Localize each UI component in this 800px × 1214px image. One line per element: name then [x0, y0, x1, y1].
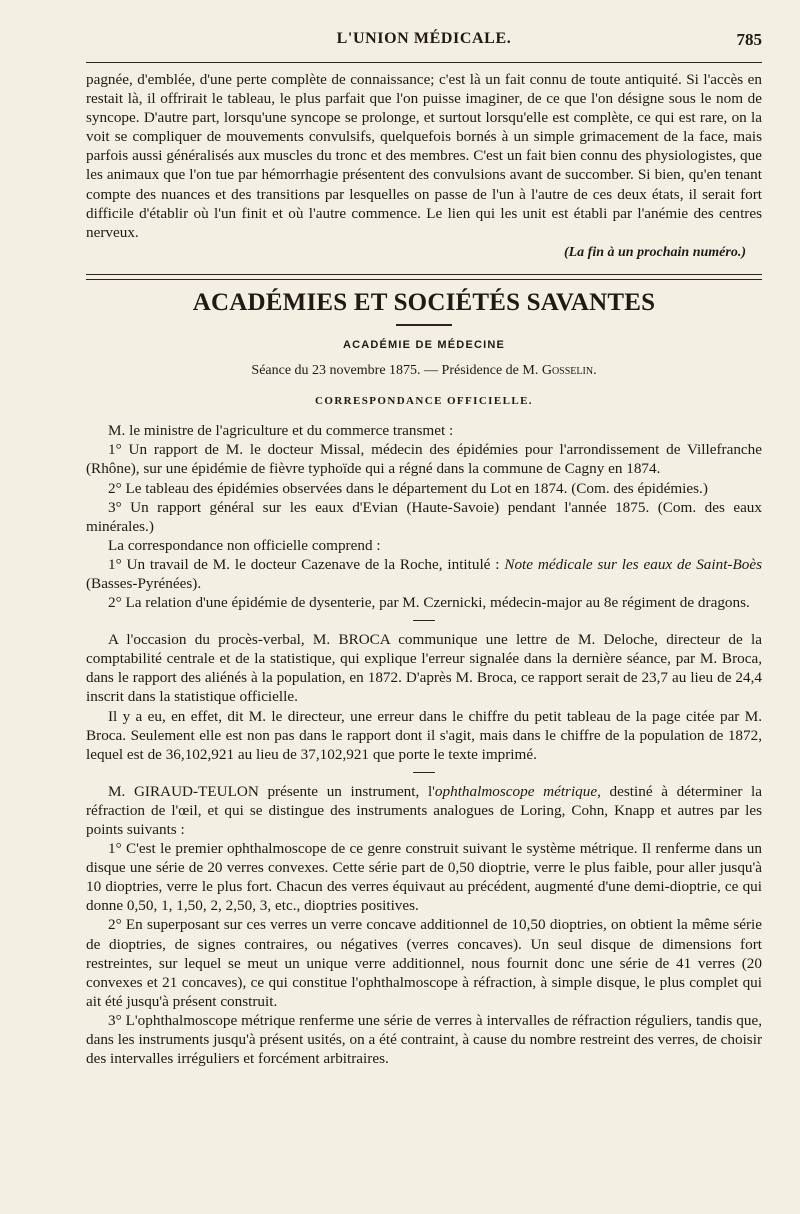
correspondence-paragraph: 3° Un rapport général sur les eaux d'Evian (Haute-Savoie) pendant l'année 1875. (Com. des eaux minérales.)	[86, 498, 762, 535]
correspondence-paragraph	[86, 555, 762, 593]
item-four-end: (Basses-Pyrénées).	[86, 574, 202, 592]
instrument-point: 2° En superposant sur ces verres un verre concave additionnel de 10,50 dioptries, on obtient la même série de dioptries, de signes contraires, ou négatives (verres concaves). Un seul disque de dimensions fort restreintes, sur lequel se meut un unique verre additionnel, nous fournit donc une série de 41 verres (20 convexes et 21 concaves), ce qui constitue l'ophthalmoscope à réfraction, à simple disque, le plus complet qui ait été jusqu'à présent construit.	[86, 916, 762, 1010]
session-line	[86, 361, 762, 380]
instrument-intro	[86, 782, 762, 839]
instrument-intro-end: , destiné à déterminer la réfraction de l'œil, et qui se distingue des instruments analogues de Loring, Cohn, Knapp et autres par les points suivants :	[86, 782, 762, 838]
instrument-point: 1° C'est le premier ophthalmoscope de ce genre construit suivant le système métrique. Il renferme dans un disque une série de 20 verres convexes. Cette série part de 0,50 dioptrie, verre le plus faible, pour aller jusqu'à 10 dioptries, verre le plus fort. Chacun des verres équivaut au précédent, augmenté d'une demi-dioptrie, ce qui donne 0,50, 1, 1,50, 2, 2,50, 3, etc., dioptries positives.	[86, 840, 762, 915]
academies-title-rule	[396, 324, 452, 326]
correspondence-paragraph: 1° Un rapport de M. le docteur Missal, médecin des épidémies pour l'arrondissement de Villefranche (Rhône), sur une épidémie de fièvre typhoïde qui a régné dans la commune de Cagny en 1874.	[86, 441, 762, 478]
correspondence-paragraph: M. le ministre de l'agriculture et du commerce transmet :	[108, 422, 454, 440]
running-header	[86, 30, 762, 60]
unofficial-correspondence-heading: La correspondance non officielle comprend :	[108, 536, 381, 554]
header-rule	[86, 62, 762, 63]
continued-article	[86, 70, 762, 262]
page-number: 785	[736, 30, 762, 49]
instrument-name: ophthalmoscope métrique	[434, 782, 598, 800]
academies-section	[86, 288, 762, 1068]
president-name: Gosselin	[541, 363, 594, 379]
session-end: .	[593, 363, 597, 379]
correspondence-paragraph: 2° Le tableau des épidémies observées dans le département du Lot en 1874. (Com. des épidémies.)	[108, 479, 708, 497]
academy-name: ACADÉMIE DE MÉDECINE	[342, 338, 506, 351]
item-four-start: 1° Un travail de M. le docteur Cazenave de la Roche, intitulé :	[108, 555, 505, 573]
instrument-intro-start: M. GIRAUD-TEULON présente un instrument, l'	[108, 782, 435, 800]
paragraph-divider	[413, 772, 435, 773]
academies-title: ACADÉMIES ET SOCIÉTÉS SAVANTES	[192, 288, 656, 316]
page-content	[86, 70, 762, 1205]
continuation-note: (La fin à un prochain numéro.)	[563, 244, 746, 260]
paragraph-divider	[413, 620, 435, 621]
journal-title: L'UNION MÉDICALE.	[336, 30, 512, 47]
minutes-paragraph: A l'occasion du procès-verbal, M. BROCA communique une lettre de M. Deloche, directeur de la comptabilité centrale et de la statistique, qui explique l'erreur signalée dans la dernière séance, par M. Broca, dans le rapport des aliénés à la population, en 1872. D'après M. Broca, ce rapport serait de 23,7 au lieu de 24,4 inscrit dans la statistique officielle.	[86, 631, 762, 706]
correction-paragraph: Il y a eu, en effet, dit M. le directeur, une erreur dans le chiffre du petit tableau de la page citée par M. Broca. Seulement elle est non pas dans le rapport dont il s'agit, mais dans le chiffre de la population de 1872, lequel est de 36,102,921 au lieu de 37,102,921 que porte le texte imprimé.	[86, 707, 762, 763]
session-text: Séance du 23 novembre 1875. — Présidence de M.	[251, 363, 542, 379]
item-four-title: Note médicale sur les eaux de Saint-Boès	[504, 555, 762, 573]
instrument-point: 3° L'ophthalmoscope métrique renferme une série de verres à intervalles de réfraction réguliers, tandis que, dans les instruments jusqu'à présent usités, on a été contraint, à cause du nombre restreint des verres, de choisir des intervalles irréguliers et forcément arbitraires.	[86, 1011, 762, 1068]
article-paragraph: pagnée, d'emblée, d'une perte complète de connaissance; c'est là un fait connu de toute antiquité. Si l'accès en restait là, il offrirait le tableau, le plus parfait que l'on puisse imaginer, de ce que l'on désigne sous le nom de syncope. D'autre part, lorsqu'une syncope se prolonge, et surtout lorsqu'elle est complète, ce qui est rare, on la voit se compliquer de mouvements convulsifs, quelquefois bornés à un simple grimacement de la face, mais parfois aussi généralisés aux muscles du tronc et des membres. C'est un fait bien connu des physiologistes, que les animaux que l'on tue par hémorrhagie présentent des convulsions avant de succomber. Si bien, qu'en tenant compte des nuances et des transitions par lesquelles on passe de l'un à l'autre de ces deux états, il serait fort difficile d'établir où l'un finit et où l'autre commence. Le lien qui les unit est établi par l'anémie des centres nerveux.	[86, 71, 762, 241]
official-correspondence-heading: CORRESPONDANCE OFFICIELLE.	[315, 395, 533, 408]
section-divider	[86, 274, 762, 280]
correspondence-paragraph: 2° La relation d'une épidémie de dysenterie, par M. Czernicki, médecin-major au 8e régiment de dragons.	[108, 594, 750, 612]
